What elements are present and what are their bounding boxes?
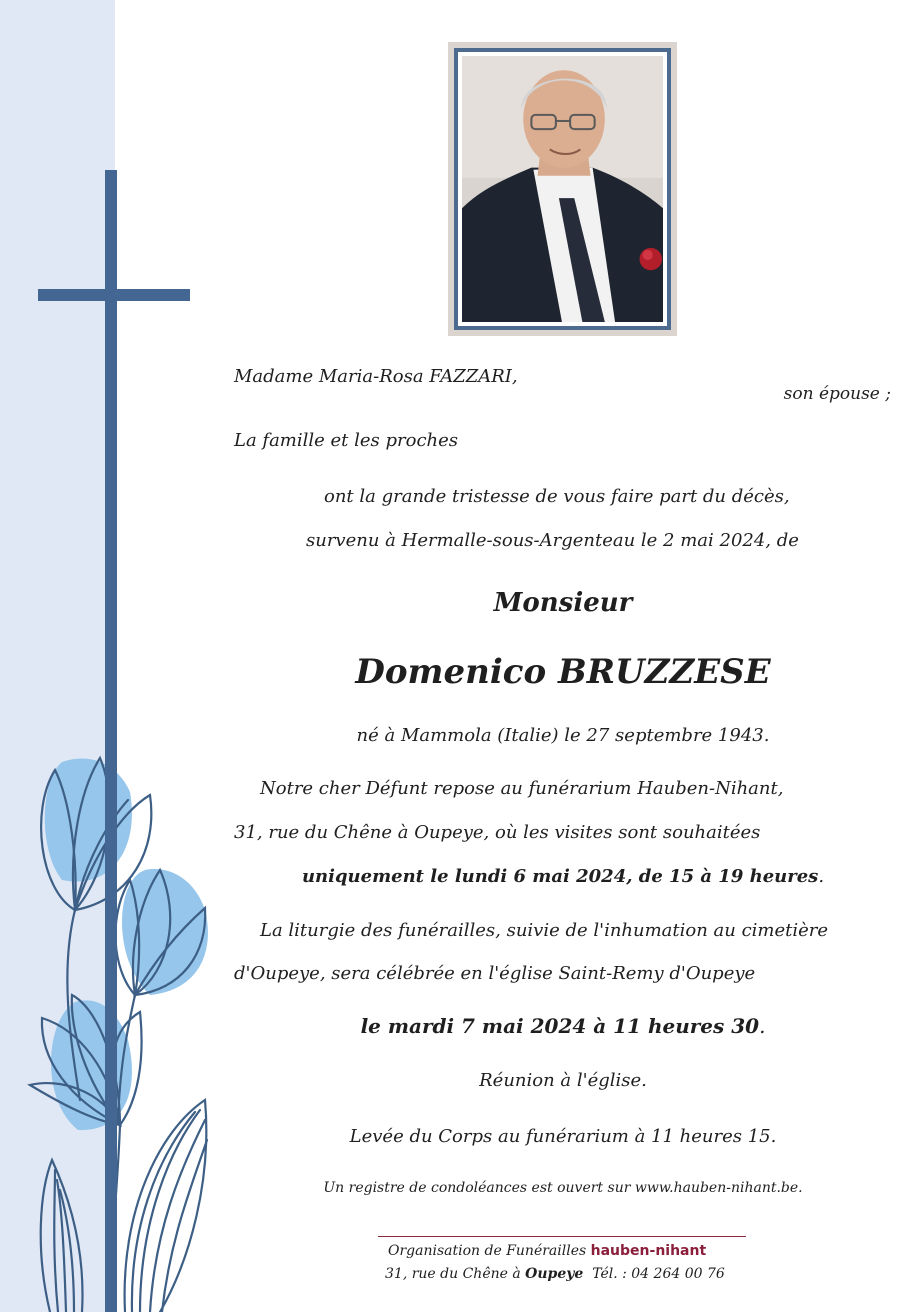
meeting-line: Réunion à l'église. <box>479 1070 647 1091</box>
visitation-hours-period: . <box>818 866 825 887</box>
deceased-name: Domenico BRUZZESE <box>355 652 771 692</box>
portrait-photo-frame <box>448 42 677 336</box>
funeral-line-1: La liturgie des funérailles, suivie de l'inhumation au cimetière <box>260 920 829 941</box>
brand-logo: hauben-nihant <box>590 1243 707 1259</box>
funeral-line-2: d'Oupeye, sera célébrée en l'église Saint-Remy d'Oupeye <box>234 963 756 984</box>
footer-phone: Tél. : 04 264 00 76 <box>592 1266 725 1282</box>
funeral-date-text: le mardi 7 mai 2024 à 11 heures 30 <box>360 1014 760 1038</box>
footer-address <box>385 1264 725 1284</box>
visitation-hours <box>300 866 826 888</box>
spouse-name: Madame Maria-Rosa FAZZARI, <box>234 366 518 387</box>
levee-line: Levée du Corps au funérarium à 11 heures 15. <box>349 1126 777 1147</box>
cross-vertical-bar <box>105 170 117 1312</box>
announcement-line-1: ont la grande tristesse de vous faire part du décès, <box>324 486 790 507</box>
footer-org-label: Organisation de Funérailles <box>388 1243 587 1259</box>
visitation-line-1: Notre cher Défunt repose au funérarium Hauben-Nihant, <box>260 778 784 799</box>
portrait-photo <box>462 56 663 322</box>
footer-town: Oupeye <box>525 1266 584 1282</box>
condolence-registry: Un registre de condoléances est ouvert sur www.hauben-nihant.be. <box>323 1180 803 1196</box>
family-line: La famille et les proches <box>234 430 459 451</box>
funeral-date <box>300 1014 826 1038</box>
announcement-line-2: survenu à Hermalle-sous-Argenteau le 2 mai 2024, de <box>306 530 799 551</box>
visitation-hours-text: uniquement le lundi 6 mai 2024, de 15 à 19 heures <box>301 866 819 887</box>
visitation-line-2: 31, rue du Chêne à Oupeye, où les visites sont souhaitées <box>234 822 761 843</box>
funeral-date-period: . <box>759 1014 766 1038</box>
birth-line: né à Mammola (Italie) le 27 septembre 1943. <box>356 725 770 746</box>
footer-organisation <box>388 1241 706 1261</box>
cross-horizontal-bar <box>38 289 190 301</box>
spouse-relation: son épouse ; <box>783 384 891 404</box>
footer-divider <box>378 1236 746 1237</box>
footer-address-prefix: 31, rue du Chêne à <box>385 1266 521 1282</box>
deceased-title: Monsieur <box>493 588 633 618</box>
